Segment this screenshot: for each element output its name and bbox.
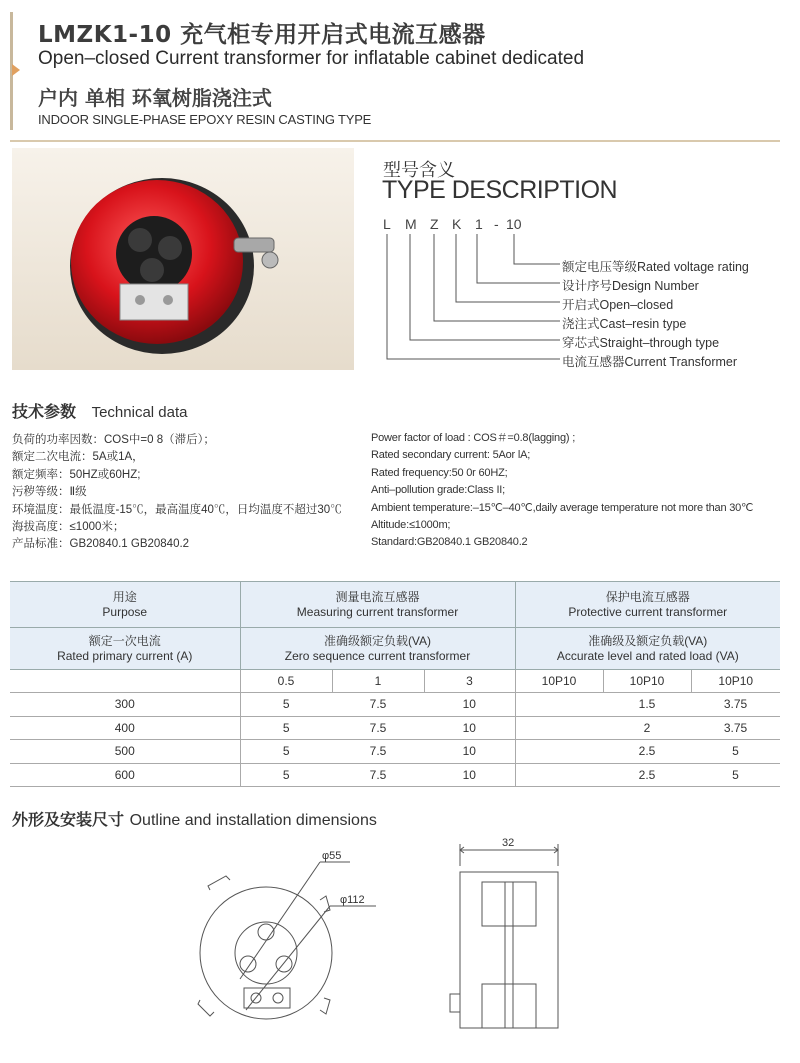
header-accent-arrow <box>12 64 20 76</box>
product-photo <box>12 148 354 370</box>
code-voltage: 10 <box>506 216 522 232</box>
spec-cn-altitude: 海拔高度：≤1000米； <box>12 520 125 533</box>
page-subtitle: 户内 单相 环氧树脂浇注式 <box>38 86 272 110</box>
purpose-header-cn: 用途 <box>112 589 137 604</box>
table-cell: 10 <box>424 740 515 764</box>
type-code-leader-lines <box>380 232 570 372</box>
table-cell: 3.75 <box>691 716 780 740</box>
spec-en-secondary-current: Rated secondary current: 5Aor lA; <box>371 449 531 462</box>
spec-en-temperature: Ambient temperature:–15℃–40℃,daily average temperature not more than 30℃ <box>371 501 754 514</box>
rating-table <box>10 581 780 787</box>
spec-en-power-factor: Power factor of load : COS＃=0.8(lagging) ; <box>371 432 576 444</box>
measuring-header <box>240 582 515 628</box>
spec-en-pollution: Anti–pollution grade:Class II; <box>371 484 506 497</box>
protective-header <box>515 582 780 628</box>
table-cell: 10 <box>424 763 515 787</box>
table-cell: 5 <box>240 740 332 764</box>
table-cell: 7.5 <box>332 693 424 717</box>
table-header-purpose-row <box>10 582 780 628</box>
table-cell: 2.5 <box>603 740 691 764</box>
dim-outer-diameter: φ112 <box>340 894 365 906</box>
dim-width: 32 <box>502 838 515 849</box>
spec-cn-power-factor: 负荷的功率因数：COS中=0 8（滞后）； <box>12 434 215 446</box>
code-letter-l: L <box>383 216 391 232</box>
specs-cn-list <box>12 432 342 554</box>
technical-data-title: 技术参数 <box>12 402 77 421</box>
accuracy-load-header-en: Zero sequence current transformer <box>284 648 471 663</box>
table-cell: 300 <box>10 693 240 717</box>
code-letter-z: Z <box>430 216 439 232</box>
code-dash: - <box>494 216 499 232</box>
code-letter-k: K <box>452 216 462 232</box>
subheader-cell: 0.5 <box>240 670 332 693</box>
table-row <box>10 716 780 740</box>
spec-en-frequency: Rated frequency:50 0r 60HZ; <box>371 466 508 479</box>
protect-load-header <box>515 628 780 670</box>
protective-header-cn: 保护电流互感器 <box>605 589 690 604</box>
purpose-header <box>10 582 240 628</box>
table-cell: 10 <box>424 693 515 717</box>
spec-en-altitude: Altitude:≤1000m; <box>371 518 451 531</box>
type-description-title-en: TYPE DESCRIPTION <box>382 176 618 204</box>
purpose-header-en: Purpose <box>102 604 148 619</box>
accuracy-load-header <box>240 628 515 670</box>
table-cell: 7.5 <box>332 763 424 787</box>
measuring-header-cn: 测量电流互感器 <box>335 589 420 604</box>
table-cell: 5 <box>691 740 780 764</box>
table-subheader-row <box>10 670 780 693</box>
table-cell: 7.5 <box>332 740 424 764</box>
transformer-illustration <box>12 148 354 370</box>
legend-design-number: 设计序号Design Number <box>562 279 699 293</box>
outline-title: 外形及安装尺寸 <box>12 810 125 829</box>
protect-load-header-en: Accurate level and rated load (VA) <box>556 648 739 663</box>
subheader-cell: 10P10 <box>603 670 691 693</box>
dim-inner-diameter: φ55 <box>322 850 342 862</box>
protective-header-en: Protective current transformer <box>568 604 728 619</box>
subheader-cell: 10P10 <box>515 670 603 693</box>
page-subtitle-en: INDOOR SINGLE-PHASE EPOXY RESIN CASTING TYPE <box>38 112 372 127</box>
table-row <box>10 693 780 717</box>
code-letter-m: M <box>405 216 417 232</box>
spec-en-standard: Standard:GB20840.1 GB20840.2 <box>371 536 528 549</box>
spec-cn-standard: 产品标准：GB20840.1 GB20840.2 <box>12 538 190 551</box>
table-cell <box>515 763 603 787</box>
side-view-drawing <box>430 838 580 1048</box>
header-divider <box>10 140 780 142</box>
accuracy-load-header-cn: 准确级额定负载(VA) <box>323 633 432 648</box>
table-cell: 10 <box>424 716 515 740</box>
table-cell <box>515 693 603 717</box>
table-cell: 5 <box>240 716 332 740</box>
table-header-load-row <box>10 628 780 670</box>
outline-heading <box>12 807 377 830</box>
specs-en-list <box>371 430 753 552</box>
rated-primary-header <box>10 628 240 670</box>
subheader-cell: 10P10 <box>691 670 780 693</box>
table-cell: 5 <box>691 763 780 787</box>
page-title: LMZK1-10 充气柜专用开启式电流互感器 <box>38 22 486 48</box>
spec-cn-frequency: 额定频率：50HZ或60HZ; <box>12 468 141 481</box>
spec-cn-temperature: 环境温度：最低温度-15℃，最高温度40℃，日均温度不超过30℃ <box>12 503 342 516</box>
measuring-header-en: Measuring current transformer <box>296 604 459 619</box>
legend-current-transformer: 电流互感器Current Transformer <box>562 355 738 369</box>
subheader-cell <box>10 670 240 693</box>
table-cell: 600 <box>10 763 240 787</box>
table-cell: 5 <box>240 763 332 787</box>
rated-primary-header-en: Rated primary current (A) <box>57 648 193 663</box>
type-description-title: 型号含义 <box>383 160 455 181</box>
table-cell: 400 <box>10 716 240 740</box>
technical-data-title-en: Technical data <box>91 404 188 421</box>
table-row <box>10 763 780 787</box>
outline-title-en: Outline and installation dimensions <box>129 812 377 829</box>
legend-cast-resin: 浇注式Cast–resin type <box>562 317 687 331</box>
protect-load-header-cn: 准确级及额定负载(VA) <box>588 633 708 648</box>
page-title-en: Open–closed Current transformer for inflatable cabinet dedicated <box>38 48 585 69</box>
table-cell: 1.5 <box>603 693 691 717</box>
spec-cn-secondary-current: 额定二次电流：5A或1A， <box>12 451 144 464</box>
legend-open-closed: 开启式Open–closed <box>562 298 674 312</box>
technical-data-heading <box>12 399 188 422</box>
spec-cn-pollution: 污秽等级：Ⅱ级 <box>12 486 87 499</box>
table-cell: 3.75 <box>691 693 780 717</box>
legend-rated-voltage: 额定电压等级Rated voltage rating <box>562 260 749 274</box>
table-cell: 7.5 <box>332 716 424 740</box>
code-digit-1: 1 <box>475 216 483 232</box>
rated-primary-header-cn: 额定一次电流 <box>88 633 161 648</box>
subheader-cell: 3 <box>424 670 515 693</box>
table-cell: 5 <box>240 693 332 717</box>
table-row <box>10 740 780 764</box>
legend-straight-through: 穿芯式Straight–through type <box>562 336 720 350</box>
table-cell <box>515 740 603 764</box>
table-cell: 2.5 <box>603 763 691 787</box>
front-view-drawing <box>180 840 400 1040</box>
table-cell: 500 <box>10 740 240 764</box>
table-cell <box>515 716 603 740</box>
subheader-cell: 1 <box>332 670 424 693</box>
table-cell: 2 <box>603 716 691 740</box>
